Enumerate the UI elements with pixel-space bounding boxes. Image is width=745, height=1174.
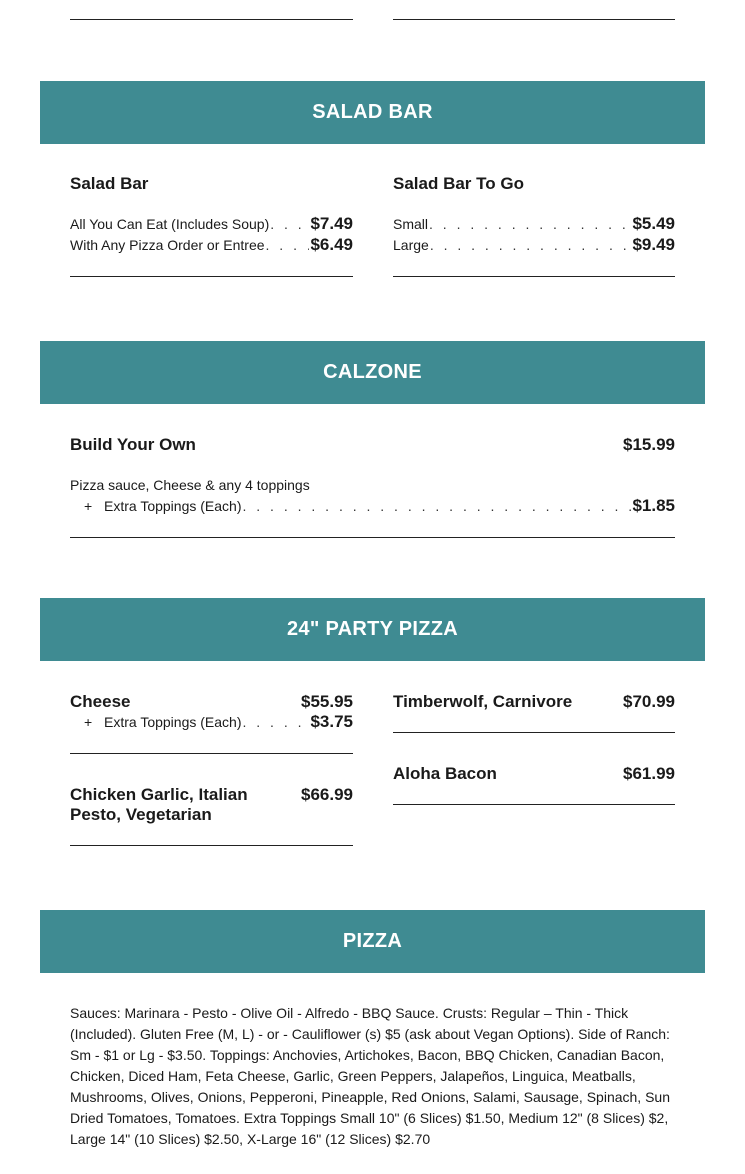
item-title-chicken-garlic: Chicken Garlic, Italian Pesto, Vegetarian [70,785,248,824]
price-row [393,234,675,256]
divider [70,537,675,538]
divider [70,753,353,754]
section-banner-party-pizza: 24" PARTY PIZZA [40,598,705,661]
price-row-extra-toppings [70,711,353,733]
row-price: $3.75 [310,712,353,731]
item-title-build-your-own: Build Your Own [70,435,196,454]
item-price: $61.99 [623,764,675,783]
dot-leader [270,214,309,235]
divider [70,845,353,846]
row-price: $1.85 [632,496,675,515]
section-banner-calzone: CALZONE [40,341,705,404]
item-price: $15.99 [623,435,675,454]
dot-leader [242,712,309,733]
row-label: Extra Toppings (Each) [104,714,242,730]
plus-icon: + [84,498,93,514]
divider [393,19,675,20]
item-price: $66.99 [301,785,353,804]
row-price: $7.49 [310,214,353,233]
row-price: $5.49 [632,214,675,233]
divider [393,732,675,733]
row-price: $9.49 [632,235,675,254]
dot-leader [266,235,310,256]
item-title-timberwolf: Timberwolf, Carnivore [393,692,573,711]
dot-leader [242,496,631,517]
price-row [70,213,353,235]
price-row-extra-toppings [70,495,675,517]
divider [393,804,675,805]
row-label: All You Can Eat (Includes Soup) [70,216,270,232]
divider [393,276,675,277]
row-label: Small [393,216,429,232]
item-price: $70.99 [623,692,675,711]
section-banner-salad-bar: SALAD BAR [40,81,705,144]
row-label: Large [393,237,429,253]
price-row [70,234,353,256]
item-title-aloha-bacon: Aloha Bacon [393,764,497,783]
item-title-salad-bar-to-go: Salad Bar To Go [393,174,524,193]
row-label: Extra Toppings (Each) [104,498,242,514]
item-description: Pizza sauce, Cheese & any 4 toppings [70,477,310,493]
plus-icon: + [84,714,93,730]
pizza-details: Sauces: Marinara - Pesto - Olive Oil - Alfredo - BBQ Sauce. Crusts: Regular – Thin - Thick (Included). Gluten Free (M, L) - or - Cauliflower (s) $5 (ask about Vegan Options). Side of Ranch: Sm - $1 or Lg - $3.50. Toppings: Anchovies, Artichokes, Bacon, BBQ Chicken, Canadian Bacon, Chicken, Diced Ham, Feta Cheese, Garlic, Green Peppers, Jalapeños, Linguica, Meatballs, Mushrooms, Olives, Onions, Pepperoni, Pineapple, Red Onions, Salami, Sausage, Spinach, Sun Dried Tomatoes, Tomatoes. Extra Toppings Small 10" (6 Slices) $1.50, Medium 12" (8 Slices) $2, Large 14" (10 Slices) $2.50, X-Large 16" (12 Slices) $2.70 [70,1005,670,1147]
dot-leader [430,235,632,256]
item-title-cheese: Cheese [70,692,131,711]
dot-leader [429,214,631,235]
item-price: $55.95 [301,692,353,711]
price-row [393,213,675,235]
row-price: $6.49 [310,235,353,254]
divider [70,276,353,277]
section-banner-pizza: PIZZA [40,910,705,973]
divider [70,19,353,20]
row-label: With Any Pizza Order or Entree [70,237,265,253]
item-title-salad-bar: Salad Bar [70,174,149,193]
